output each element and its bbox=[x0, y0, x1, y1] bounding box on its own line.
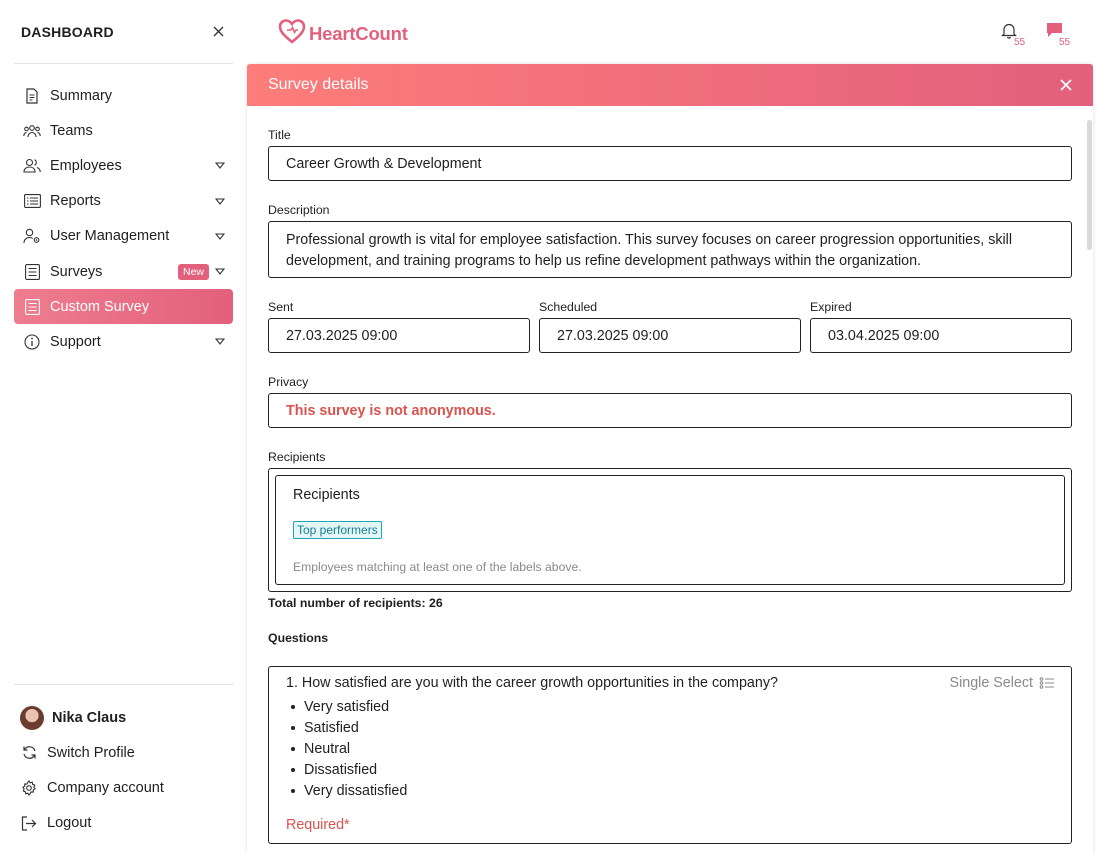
heart-logo-icon bbox=[278, 18, 306, 49]
sidebar-header bbox=[14, 0, 233, 64]
sidebar-nav bbox=[14, 78, 233, 360]
expired-column bbox=[810, 278, 1072, 353]
title-value: Career Growth & Development bbox=[286, 155, 482, 172]
document-icon bbox=[23, 87, 41, 105]
questions-label: Questions bbox=[268, 631, 329, 645]
sidebar-item-label: Surveys bbox=[50, 263, 103, 280]
team-icon bbox=[23, 122, 41, 140]
dates-row bbox=[268, 278, 1072, 353]
chevron-down-icon[interactable] bbox=[215, 337, 225, 347]
list-item bbox=[286, 696, 1054, 717]
expired-label: Expired bbox=[810, 300, 852, 314]
notifications-button[interactable] bbox=[1001, 22, 1029, 46]
profile-item[interactable] bbox=[14, 700, 233, 735]
expired-value: 03.04.2025 09:00 bbox=[828, 327, 940, 344]
chevron-down-icon[interactable] bbox=[215, 267, 225, 277]
user-gear-icon bbox=[23, 227, 41, 245]
scheduled-column bbox=[539, 278, 801, 353]
close-panel-icon[interactable] bbox=[1059, 78, 1073, 92]
sidebar-item-label: Custom Survey bbox=[50, 298, 150, 315]
sidebar-item-label: Summary bbox=[50, 87, 113, 104]
bullet bbox=[291, 726, 295, 730]
recipients-box-title: Recipients bbox=[293, 487, 360, 503]
sidebar-item-reports[interactable] bbox=[14, 184, 233, 219]
messages-button[interactable] bbox=[1046, 22, 1074, 46]
logout-item[interactable] bbox=[14, 806, 233, 841]
list-item bbox=[286, 781, 1054, 802]
bullet bbox=[291, 705, 295, 709]
scrollbar[interactable] bbox=[1087, 120, 1092, 250]
chevron-down-icon[interactable] bbox=[215, 161, 225, 171]
top-bar bbox=[246, 0, 1100, 64]
sent-field[interactable] bbox=[268, 318, 530, 353]
sidebar-item-label: Support bbox=[50, 333, 101, 350]
description-field[interactable] bbox=[268, 221, 1072, 278]
option-label: Satisfied bbox=[304, 719, 359, 736]
sidebar-item-label: Reports bbox=[50, 193, 101, 210]
switch-profile-label: Switch Profile bbox=[47, 744, 135, 761]
survey-icon bbox=[23, 298, 41, 316]
option-label: Very dissatisfied bbox=[304, 783, 408, 800]
recipient-tag[interactable]: Top performers bbox=[293, 521, 382, 539]
panel-header bbox=[247, 64, 1093, 106]
logo-text: HeartCount bbox=[309, 22, 408, 44]
sidebar-item-label: User Management bbox=[50, 228, 170, 245]
sidebar-footer bbox=[14, 684, 233, 841]
list-icon bbox=[23, 192, 41, 210]
logo[interactable] bbox=[278, 18, 408, 49]
avatar bbox=[20, 706, 44, 730]
title-field[interactable] bbox=[268, 146, 1072, 181]
description-label: Description bbox=[268, 203, 330, 217]
info-icon bbox=[23, 333, 41, 351]
description-value: Professional growth is vital for employee satisfaction. This survey focuses on career progression opportunities, skill development, and training programs to help us refine development pathways within the organization. bbox=[286, 232, 1013, 269]
top-icons bbox=[1001, 22, 1074, 46]
company-account-label: Company account bbox=[47, 779, 164, 796]
gear-icon bbox=[20, 779, 38, 797]
sidebar-item-teams[interactable] bbox=[14, 113, 233, 148]
scheduled-field[interactable] bbox=[539, 318, 801, 353]
question-text: 1. How satisfied are you with the career growth opportunities in the company? bbox=[286, 675, 778, 691]
list-item bbox=[286, 760, 1054, 781]
scheduled-value: 27.03.2025 09:00 bbox=[557, 327, 669, 344]
notifications-count: 55 bbox=[1014, 37, 1026, 48]
logout-icon bbox=[20, 814, 38, 832]
recipients-label: Recipients bbox=[268, 450, 326, 464]
recipients-note: Employees matching at least one of the labels above. bbox=[293, 560, 582, 574]
sidebar-item-summary[interactable] bbox=[14, 78, 233, 113]
recipients-box bbox=[268, 468, 1072, 592]
privacy-field bbox=[268, 393, 1072, 428]
question-card bbox=[268, 666, 1072, 844]
option-label: Dissatisfied bbox=[304, 762, 378, 779]
required-label: Required* bbox=[286, 817, 350, 833]
title-label: Title bbox=[268, 128, 291, 142]
option-label: Neutral bbox=[304, 740, 351, 757]
sent-label: Sent bbox=[268, 300, 294, 314]
sidebar bbox=[0, 0, 246, 854]
chevron-down-icon[interactable] bbox=[215, 196, 225, 206]
sidebar-item-user-management[interactable] bbox=[14, 219, 233, 254]
survey-icon bbox=[23, 263, 41, 281]
options-list bbox=[286, 696, 1054, 802]
survey-details-panel bbox=[247, 64, 1093, 854]
panel-content bbox=[268, 106, 1072, 844]
company-account-item[interactable] bbox=[14, 770, 233, 805]
list-item bbox=[286, 738, 1054, 759]
sidebar-item-support[interactable] bbox=[14, 324, 233, 359]
sidebar-item-custom-survey[interactable] bbox=[14, 289, 233, 324]
sent-value: 27.03.2025 09:00 bbox=[286, 327, 398, 344]
bullet bbox=[291, 747, 295, 751]
option-label: Very satisfied bbox=[304, 698, 390, 715]
list-icon bbox=[1039, 675, 1055, 691]
recipients-inner-box bbox=[275, 475, 1065, 585]
scheduled-label: Scheduled bbox=[539, 300, 598, 314]
people-icon bbox=[23, 157, 41, 175]
logout-label: Logout bbox=[47, 815, 92, 832]
privacy-warning: This survey is not anonymous. bbox=[286, 402, 496, 419]
question-type bbox=[950, 675, 1055, 691]
profile-name: Nika Claus bbox=[52, 709, 127, 726]
messages-count: 55 bbox=[1059, 37, 1071, 48]
sidebar-item-label: Teams bbox=[50, 122, 93, 139]
bullet bbox=[291, 768, 295, 772]
privacy-label: Privacy bbox=[268, 375, 309, 389]
sidebar-title: DASHBOARD bbox=[21, 23, 114, 40]
new-badge: New bbox=[178, 264, 209, 280]
panel-title: Survey details bbox=[268, 76, 369, 93]
question-type-label: Single Select bbox=[949, 675, 1033, 691]
expired-field[interactable] bbox=[810, 318, 1072, 353]
sidebar-item-employees[interactable] bbox=[14, 148, 233, 183]
sidebar-item-label: Employees bbox=[50, 157, 122, 174]
sent-column bbox=[268, 278, 530, 353]
switch-profile-item[interactable] bbox=[14, 735, 233, 770]
sidebar-item-surveys[interactable] bbox=[14, 254, 233, 289]
bullet bbox=[291, 789, 295, 793]
chevron-down-icon[interactable] bbox=[215, 231, 225, 241]
list-item bbox=[286, 717, 1054, 738]
refresh-icon bbox=[20, 744, 38, 762]
total-recipients: Total number of recipients: 26 bbox=[268, 596, 443, 610]
close-sidebar-icon[interactable] bbox=[211, 25, 225, 39]
